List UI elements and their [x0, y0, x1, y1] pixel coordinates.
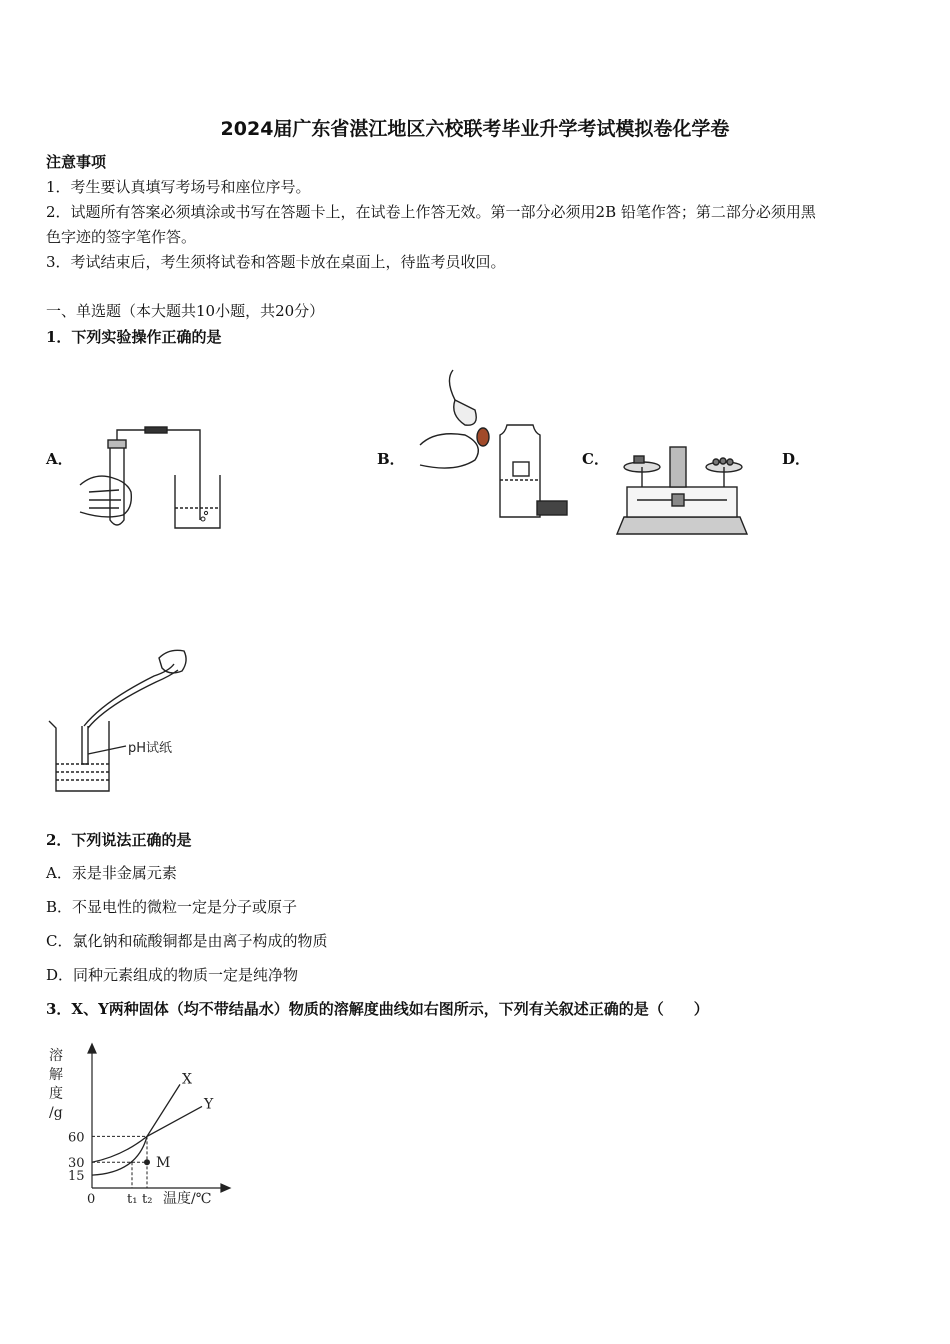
y-axis-label-char: 度 [49, 1086, 63, 1102]
y-axis-label-char: 溶 [49, 1048, 63, 1064]
question-3-stem: 3．X、Y两种固体（均不带结晶水）物质的溶解度曲线如右图所示，下列有关叙述正确的是（ ） [46, 1000, 709, 1018]
page-title: 2024届广东省湛江地区六校联考毕业升学考试模拟卷化学卷 [220, 118, 730, 140]
x-axis-arrow [221, 1184, 230, 1192]
ph-paper-label: pH试纸 [128, 741, 173, 756]
solubility-chart [40, 1040, 240, 1210]
x-axis-label: 温度/℃ [163, 1191, 212, 1207]
y-tick-label: 60 [68, 1130, 85, 1146]
y-axis-arrow [88, 1044, 96, 1053]
point-m-label: M [156, 1155, 171, 1172]
origin-label: 0 [87, 1192, 96, 1207]
notice-heading: 注意事项 [46, 153, 107, 171]
figure-dropper-bottle [415, 365, 580, 525]
figure-airtightness-check [75, 420, 235, 535]
q2-option: B．不显电性的微粒一定是分子或原子 [46, 898, 298, 916]
question-2-stem: 2．下列说法正确的是 [46, 831, 192, 849]
notice-item: 1．考生要认真填写考场号和座位序号。 [46, 178, 311, 196]
y-tick-label: 15 [68, 1169, 85, 1185]
section-heading: 一、单选题（本大题共10小题，共20分） [46, 302, 325, 320]
y-tick-label: 30 [68, 1156, 85, 1172]
q1-option-a-label: A． [46, 450, 73, 468]
point-m [144, 1159, 150, 1165]
y-axis-label-char: 解 [49, 1067, 63, 1083]
x-tick-label: t₁ [127, 1192, 138, 1207]
notice-item: 色字迹的签字笔作答。 [46, 228, 197, 246]
q2-option: A．汞是非金属元素 [46, 864, 177, 882]
series-x-label: X [182, 1071, 192, 1088]
figure-ph-paper [44, 646, 204, 796]
notice-item: 3．考试结束后，考生须将试卷和答题卡放在桌面上，待监考员收回。 [46, 253, 506, 271]
q1-option-b-label: B． [377, 450, 405, 468]
q2-option: C．氯化钠和硫酸铜都是由离子构成的物质 [46, 932, 328, 950]
notice-item: 2．试题所有答案必须填涂或书写在答题卡上，在试卷上作答无效。第一部分必须用2B 铅笔作答；第二部分必须用黑 [46, 203, 816, 221]
y-axis-label-char: /g [49, 1105, 63, 1121]
x-tick-label: t₂ [142, 1192, 153, 1207]
q1-option-c-label: C． [582, 450, 609, 468]
question-1-stem: 1．下列实验操作正确的是 [46, 328, 222, 346]
series-y-label: Y [204, 1096, 214, 1113]
q2-option: D．同种元素组成的物质一定是纯净物 [46, 966, 299, 984]
q1-option-d-label: D． [782, 450, 811, 468]
figure-balance [612, 442, 752, 537]
